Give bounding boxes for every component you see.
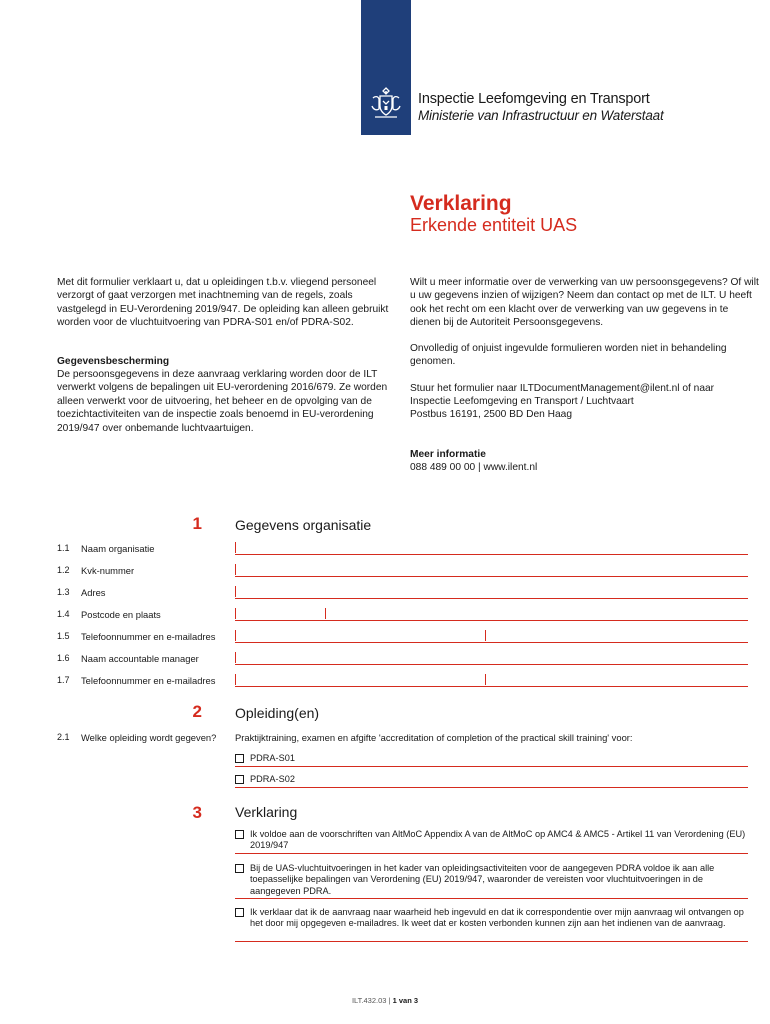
field-number: 1.4	[57, 609, 70, 619]
field-number: 1.1	[57, 543, 70, 553]
send-address-line: Inspectie Leefomgeving en Transport / Luchtvaart	[410, 396, 634, 407]
contact-info: 088 489 00 00 | www.ilent.nl	[410, 462, 538, 473]
field-underline	[235, 554, 748, 555]
field-input-1-2[interactable]	[235, 564, 748, 576]
form-code: ILT.432.03	[351, 996, 387, 1005]
field-input-1-1[interactable]	[235, 542, 748, 554]
section-title-2: Opleiding(en)	[235, 705, 320, 721]
statement-underline	[235, 941, 748, 942]
field-label: Postcode en plaats	[81, 609, 161, 620]
option-underline	[235, 787, 748, 788]
field-number: 1.3	[57, 587, 70, 597]
section-number-2: 2	[192, 702, 202, 721]
checkbox-pdra-s01[interactable]	[235, 754, 244, 763]
field-start-marker	[235, 652, 236, 663]
privacy-info-paragraph: Wilt u meer informatie over de verwerking van uw persoonsgegevens? Of wilt u uw gegevens inzien of wijzigen? Neem dan contact op met de ILT. U heeft ook het recht om een klacht over de verwerking van uw gegevens in te dienen bij de Autoriteit Persoonsgegevens.	[410, 277, 759, 329]
field-input-1-4[interactable]	[235, 608, 748, 620]
field-input-1-6[interactable]	[235, 652, 748, 664]
option-underline	[235, 766, 748, 767]
field-start-marker	[235, 586, 236, 597]
more-info-heading: Meer informatie	[410, 449, 486, 460]
footer-separator: |	[388, 996, 391, 1005]
field-start-marker	[235, 608, 236, 619]
field-underline	[235, 598, 748, 599]
checkbox-statement-1[interactable]	[235, 830, 244, 839]
field-input-1-3[interactable]	[235, 586, 748, 598]
incomplete-forms-note: Onvolledig of onjuist ingevulde formulieren worden niet in behandeling genomen.	[410, 343, 727, 368]
checkbox-statement-2[interactable]	[235, 864, 244, 873]
option-label-pdra-s01: PDRA-S01	[250, 753, 295, 763]
statement-3: Ik verklaar dat ik de aanvraag naar waarheid heb ingevuld en dat ik correspondentie over mijn aanvraag wil ontvangen op het door mij opgegeven e-mailadres. Ik weet dat er kosten verbonden kunnen zijn aan het indienen van de aanvraag.	[250, 907, 744, 929]
field-input-1-5[interactable]	[235, 630, 748, 642]
option-label-pdra-s02: PDRA-S02	[250, 774, 295, 784]
privacy-heading: Gegevensbescherming	[57, 356, 170, 367]
privacy-paragraph: De persoonsgegevens in deze aanvraag verklaring worden door de ILT verwerkt volgens de bepalingen uit EU-verordening 2016/679. Ze worden alleen verwerkt voor de uitvoering, het beheer en de opvolging van de toezichtactiviteiten van de inspectie zoals benoemd in EU-verordening 2019/947 over onbemande luchtvaartuigen.	[57, 369, 388, 434]
field-split-marker	[485, 674, 486, 685]
field-start-marker	[235, 674, 236, 685]
field-label-training: Welke opleiding wordt gegeven?	[81, 732, 217, 743]
training-instruction: Praktijktraining, examen en afgifte 'accreditation of completion of the practical skill training' voor:	[235, 732, 633, 743]
field-label: Naam organisatie	[81, 543, 155, 554]
field-label: Telefoonnummer en e-mailadres	[81, 675, 216, 686]
logo-bar	[361, 0, 411, 135]
field-start-marker	[235, 564, 236, 575]
checkbox-pdra-s02[interactable]	[235, 775, 244, 784]
field-number-2-1: 2.1	[57, 732, 70, 742]
section-number-3: 3	[192, 803, 202, 822]
field-underline	[235, 642, 748, 643]
field-label: Naam accountable manager	[81, 653, 199, 664]
field-underline	[235, 620, 748, 621]
postal-address: Postbus 16191, 2500 BD Den Haag	[410, 409, 572, 420]
section-number-1: 1	[192, 514, 202, 533]
field-split-marker	[325, 608, 326, 619]
field-input-1-7[interactable]	[235, 674, 748, 686]
page-footer	[0, 996, 770, 1005]
ministry-name: Ministerie van Infrastructuur en Waterstaat	[418, 108, 664, 123]
page-title: Verklaring	[410, 192, 512, 215]
field-start-marker	[235, 542, 236, 553]
intro-paragraph: Met dit formulier verklaart u, dat u opleidingen t.b.v. vliegend personeel verzorgt of gaat verzorgen met inachtneming van de regels, zoals vastgelegd in EU-Verordening 2019/947. De opleiding kan alleen gebruikt worden voor de vluchtuitvoering van PDRA-S01 en/of PDRA-S02.	[57, 277, 389, 329]
field-start-marker	[235, 630, 236, 641]
org-name: Inspectie Leefomgeving en Transport	[418, 91, 650, 107]
page-subtitle: Erkende entiteit UAS	[410, 215, 578, 235]
field-number: 1.6	[57, 653, 70, 663]
section-title-1: Gegevens organisatie	[235, 517, 372, 533]
statement-underline	[235, 898, 748, 899]
field-label: Adres	[81, 587, 106, 598]
field-number: 1.2	[57, 565, 70, 575]
field-label: Telefoonnummer en e-mailadres	[81, 631, 216, 642]
statement-2: Bij de UAS-vluchtuitvoeringen in het kader van opleidingsactiviteiten voor de aangegeven PDRA voldoe ik aan alle toepasselijke bepalingen van Verordening (EU) 2019/947, waaronder de vereisten voor vluchtuitvoeringen in de aangegeven PDRA.	[250, 863, 715, 896]
field-underline	[235, 664, 748, 665]
statement-underline	[235, 853, 748, 854]
crest-icon	[367, 84, 405, 122]
field-split-marker	[485, 630, 486, 641]
statement-1: Ik voldoe aan de voorschriften van AltMoC Appendix A van de AltMoC op AMC4 & AMC5 - Artikel 11 van Verordening (EU) 2019/947	[250, 829, 746, 851]
section-title-3: Verklaring	[235, 804, 298, 820]
field-underline	[235, 686, 748, 687]
field-label: Kvk-nummer	[81, 565, 135, 576]
field-underline	[235, 576, 748, 577]
field-number: 1.5	[57, 631, 70, 641]
checkbox-statement-3[interactable]	[235, 908, 244, 917]
field-number: 1.7	[57, 675, 70, 685]
page-number: 1 van 3	[392, 996, 419, 1005]
send-instruction: Stuur het formulier naar ILTDocumentManagement@ilent.nl of naar	[410, 383, 715, 394]
